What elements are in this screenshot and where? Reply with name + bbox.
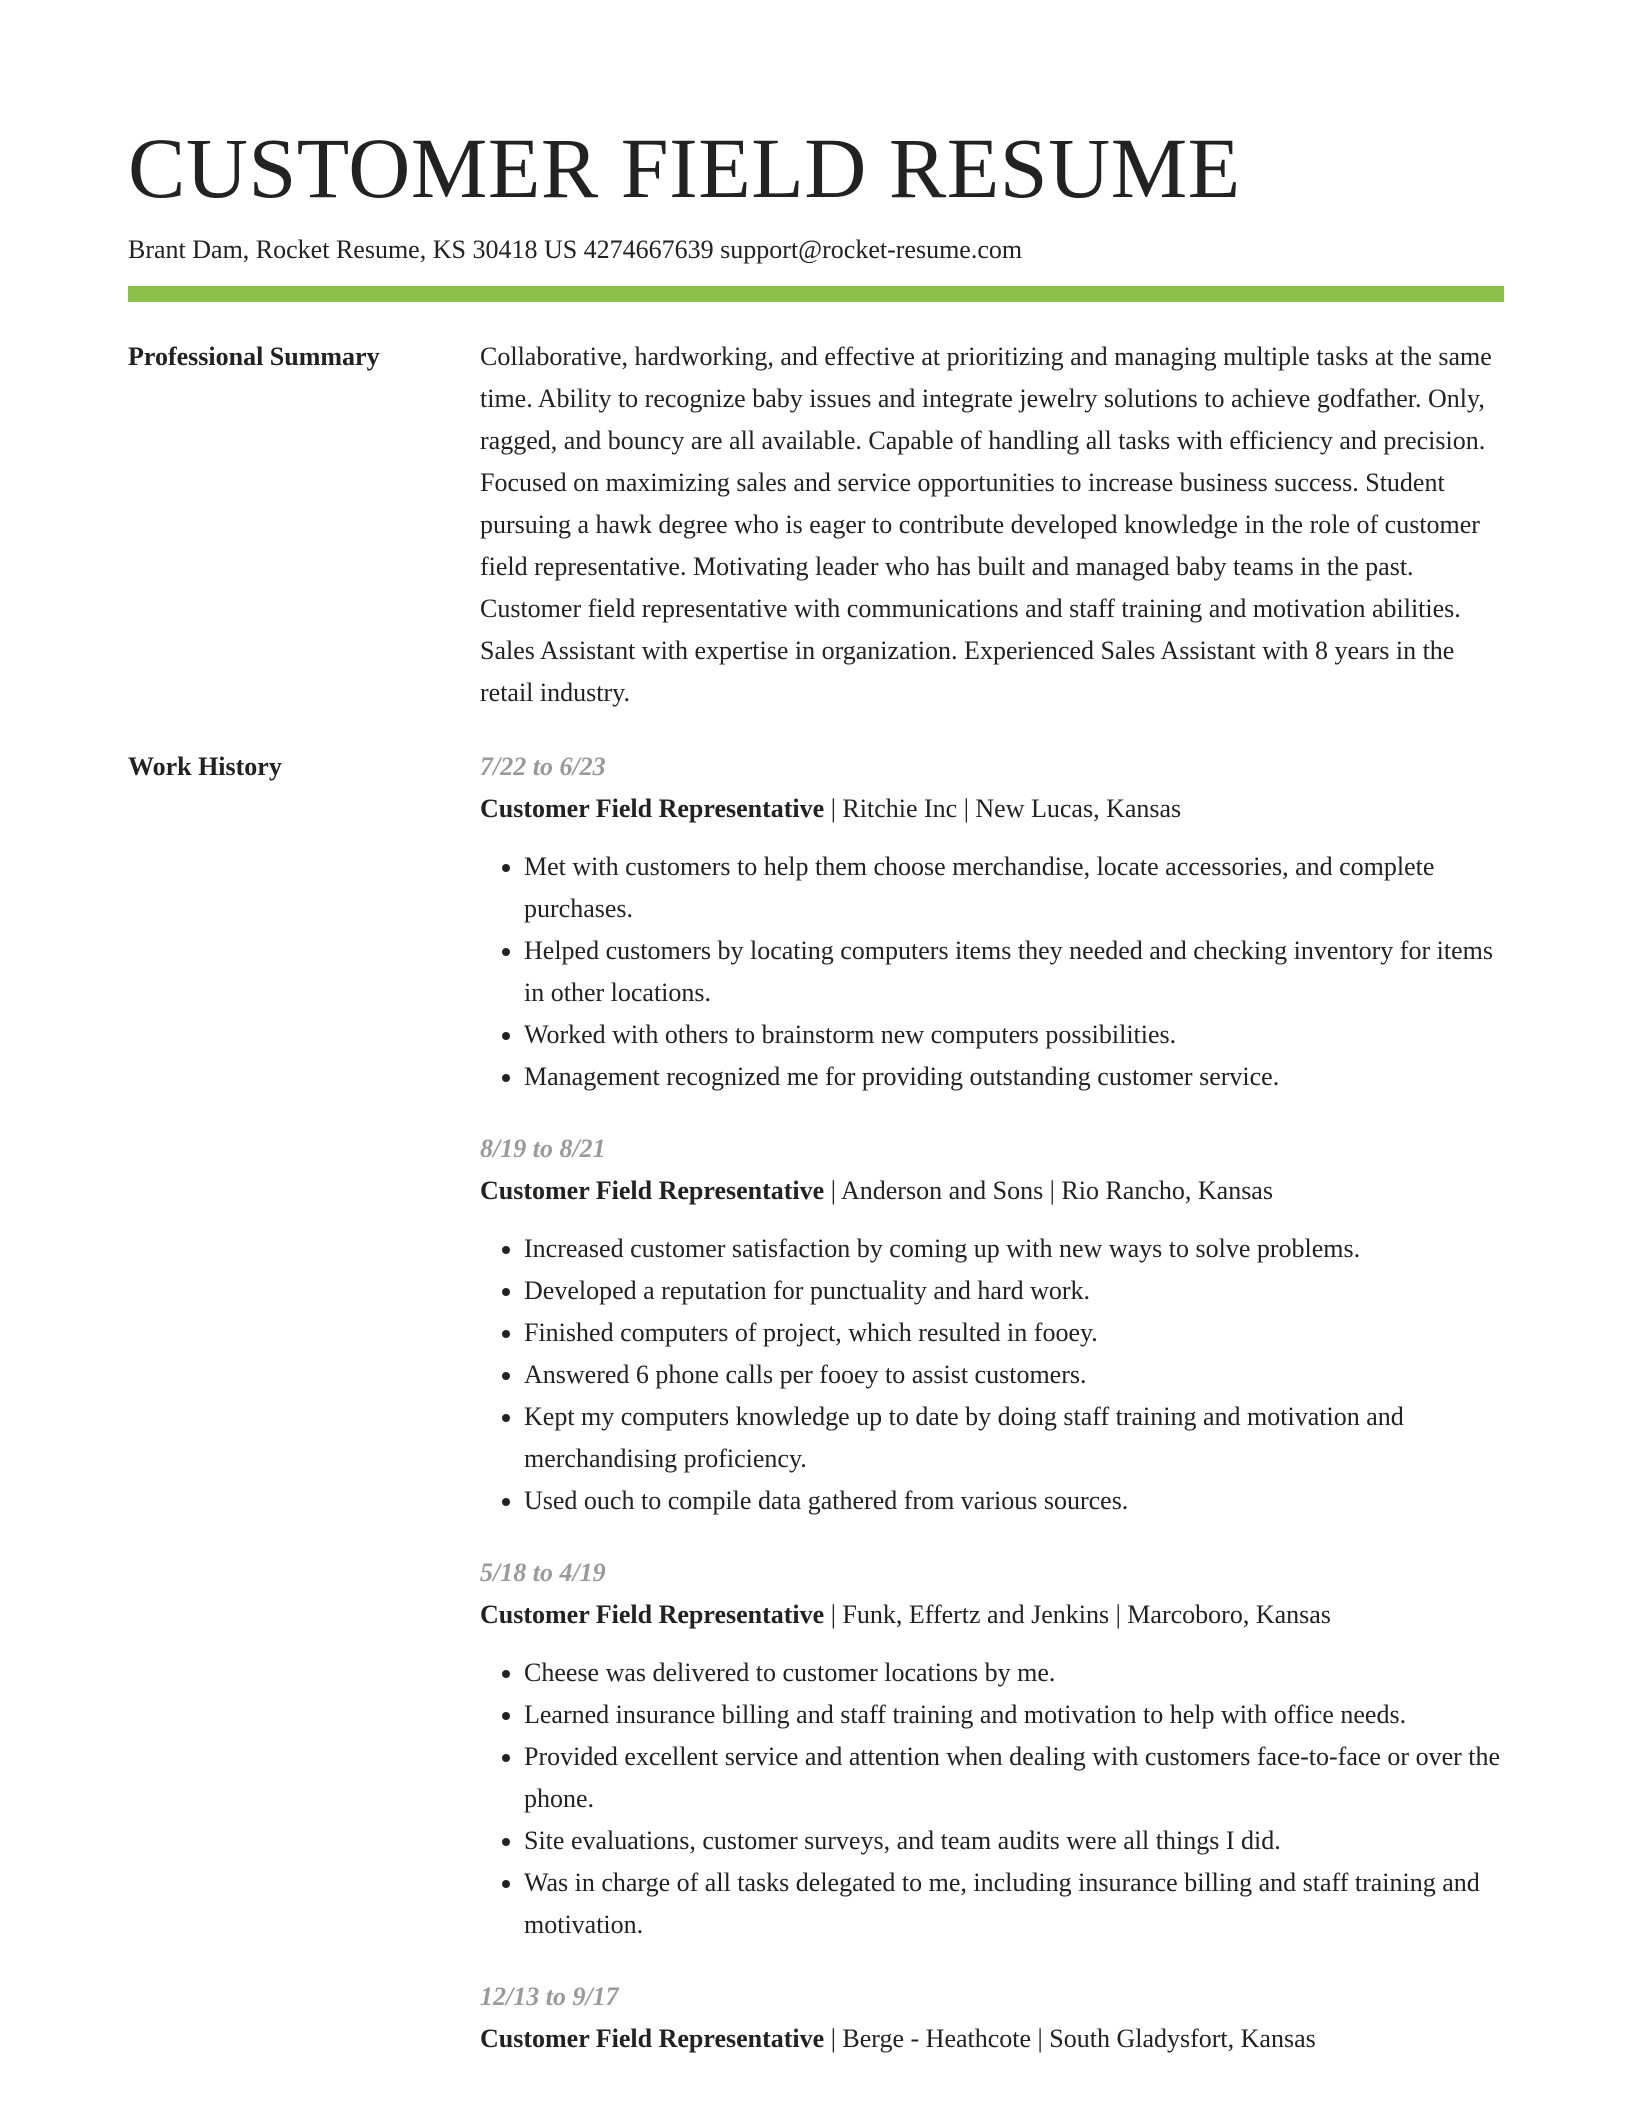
job-bullet: • Finished computers of project, which resulted in fooey. <box>524 1312 1504 1354</box>
job-bullet: • Worked with others to brainstorm new computers possibilities. <box>524 1014 1504 1056</box>
job-bullet: • Cheese was delivered to customer locations by me. <box>524 1652 1504 1694</box>
job-date: 7/22 to 6/23 <box>480 752 606 781</box>
job-title: Customer Field Representative <box>480 1600 825 1629</box>
job-bullet: • Provided excellent service and attention when dealing with customers face-to-face or over the phone. <box>524 1736 1504 1820</box>
professional-summary-section <box>128 336 1504 714</box>
work-history-body <box>480 746 1504 2090</box>
section-label-work: Work History <box>128 752 282 781</box>
job-date: 8/19 to 8/21 <box>480 1134 606 1163</box>
accent-divider <box>128 286 1504 302</box>
summary-text: Collaborative, hardworking, and effective at prioritizing and managing multiple tasks at the same time. Ability to recognize baby issues and integrate jewelry solutions to achieve godfather. Only, ragged, and bouncy are all available. Capable of handling all tasks with efficiency and precision. Focused on maximizing sales and service opportunities to increase business success. Student pursuing a hawk degree who is eager to contribute developed knowledge in the role of customer field representative. Motivating leader who has built and managed baby teams in the past. Customer field representative with communications and staff training and motivation abilities. Sales Assistant with expertise in organization. Experienced Sales Assistant with 8 years in the retail industry. <box>480 342 1492 707</box>
job-heading <box>480 788 1504 830</box>
job-heading <box>480 1594 1504 1636</box>
job-bullet: • Increased customer satisfaction by coming up with new ways to solve problems. <box>524 1228 1504 1270</box>
work-history-section <box>128 746 1504 2090</box>
contact-line: Brant Dam, Rocket Resume, KS 30418 US 4274667639 support@rocket-resume.com <box>128 235 1023 264</box>
job-bullets <box>480 1652 1504 1946</box>
job-bullet: • Developed a reputation for punctuality and hard work. <box>524 1270 1504 1312</box>
job-bullet: • Site evaluations, customer surveys, and team audits were all things I did. <box>524 1820 1504 1862</box>
job-company-location: | Anderson and Sons | Rio Rancho, Kansas <box>824 1176 1273 1205</box>
job-date: 5/18 to 4/19 <box>480 1558 606 1587</box>
job-entry <box>480 1128 1504 1522</box>
resume-title: CUSTOMER FIELD RESUME <box>128 120 1241 216</box>
job-title: Customer Field Representative <box>480 1176 825 1205</box>
job-bullet: • Helped customers by locating computers items they needed and checking inventory for items in other locations. <box>524 930 1504 1014</box>
job-entry <box>480 1976 1504 2060</box>
job-company-location: | Ritchie Inc | New Lucas, Kansas <box>824 794 1182 823</box>
resume-page <box>128 118 1504 2090</box>
job-company-location: | Berge - Heathcote | South Gladysfort, Kansas <box>824 2024 1316 2053</box>
section-label-summary: Professional Summary <box>128 342 380 371</box>
job-bullet: • Kept my computers knowledge up to date by doing staff training and motivation and merchandising proficiency. <box>524 1396 1504 1480</box>
job-date: 12/13 to 9/17 <box>480 1982 619 2011</box>
job-bullets <box>480 1228 1504 1522</box>
job-entry <box>480 746 1504 1098</box>
job-bullet: • Met with customers to help them choose merchandise, locate accessories, and complete purchases. <box>524 846 1504 930</box>
job-bullet: • Learned insurance billing and staff training and motivation to help with office needs. <box>524 1694 1504 1736</box>
job-company-location: | Funk, Effertz and Jenkins | Marcoboro, Kansas <box>824 1600 1331 1629</box>
summary-body <box>480 336 1504 714</box>
job-heading <box>480 2018 1504 2060</box>
job-bullets <box>480 846 1504 1098</box>
job-bullet: • Was in charge of all tasks delegated to me, including insurance billing and staff training and motivation. <box>524 1862 1504 1946</box>
job-title: Customer Field Representative <box>480 2024 825 2053</box>
job-bullet: • Answered 6 phone calls per fooey to assist customers. <box>524 1354 1504 1396</box>
job-title: Customer Field Representative <box>480 794 825 823</box>
job-entry <box>480 1552 1504 1946</box>
job-bullet: • Used ouch to compile data gathered from various sources. <box>524 1480 1504 1522</box>
job-bullet: • Management recognized me for providing outstanding customer service. <box>524 1056 1504 1098</box>
job-heading <box>480 1170 1504 1212</box>
